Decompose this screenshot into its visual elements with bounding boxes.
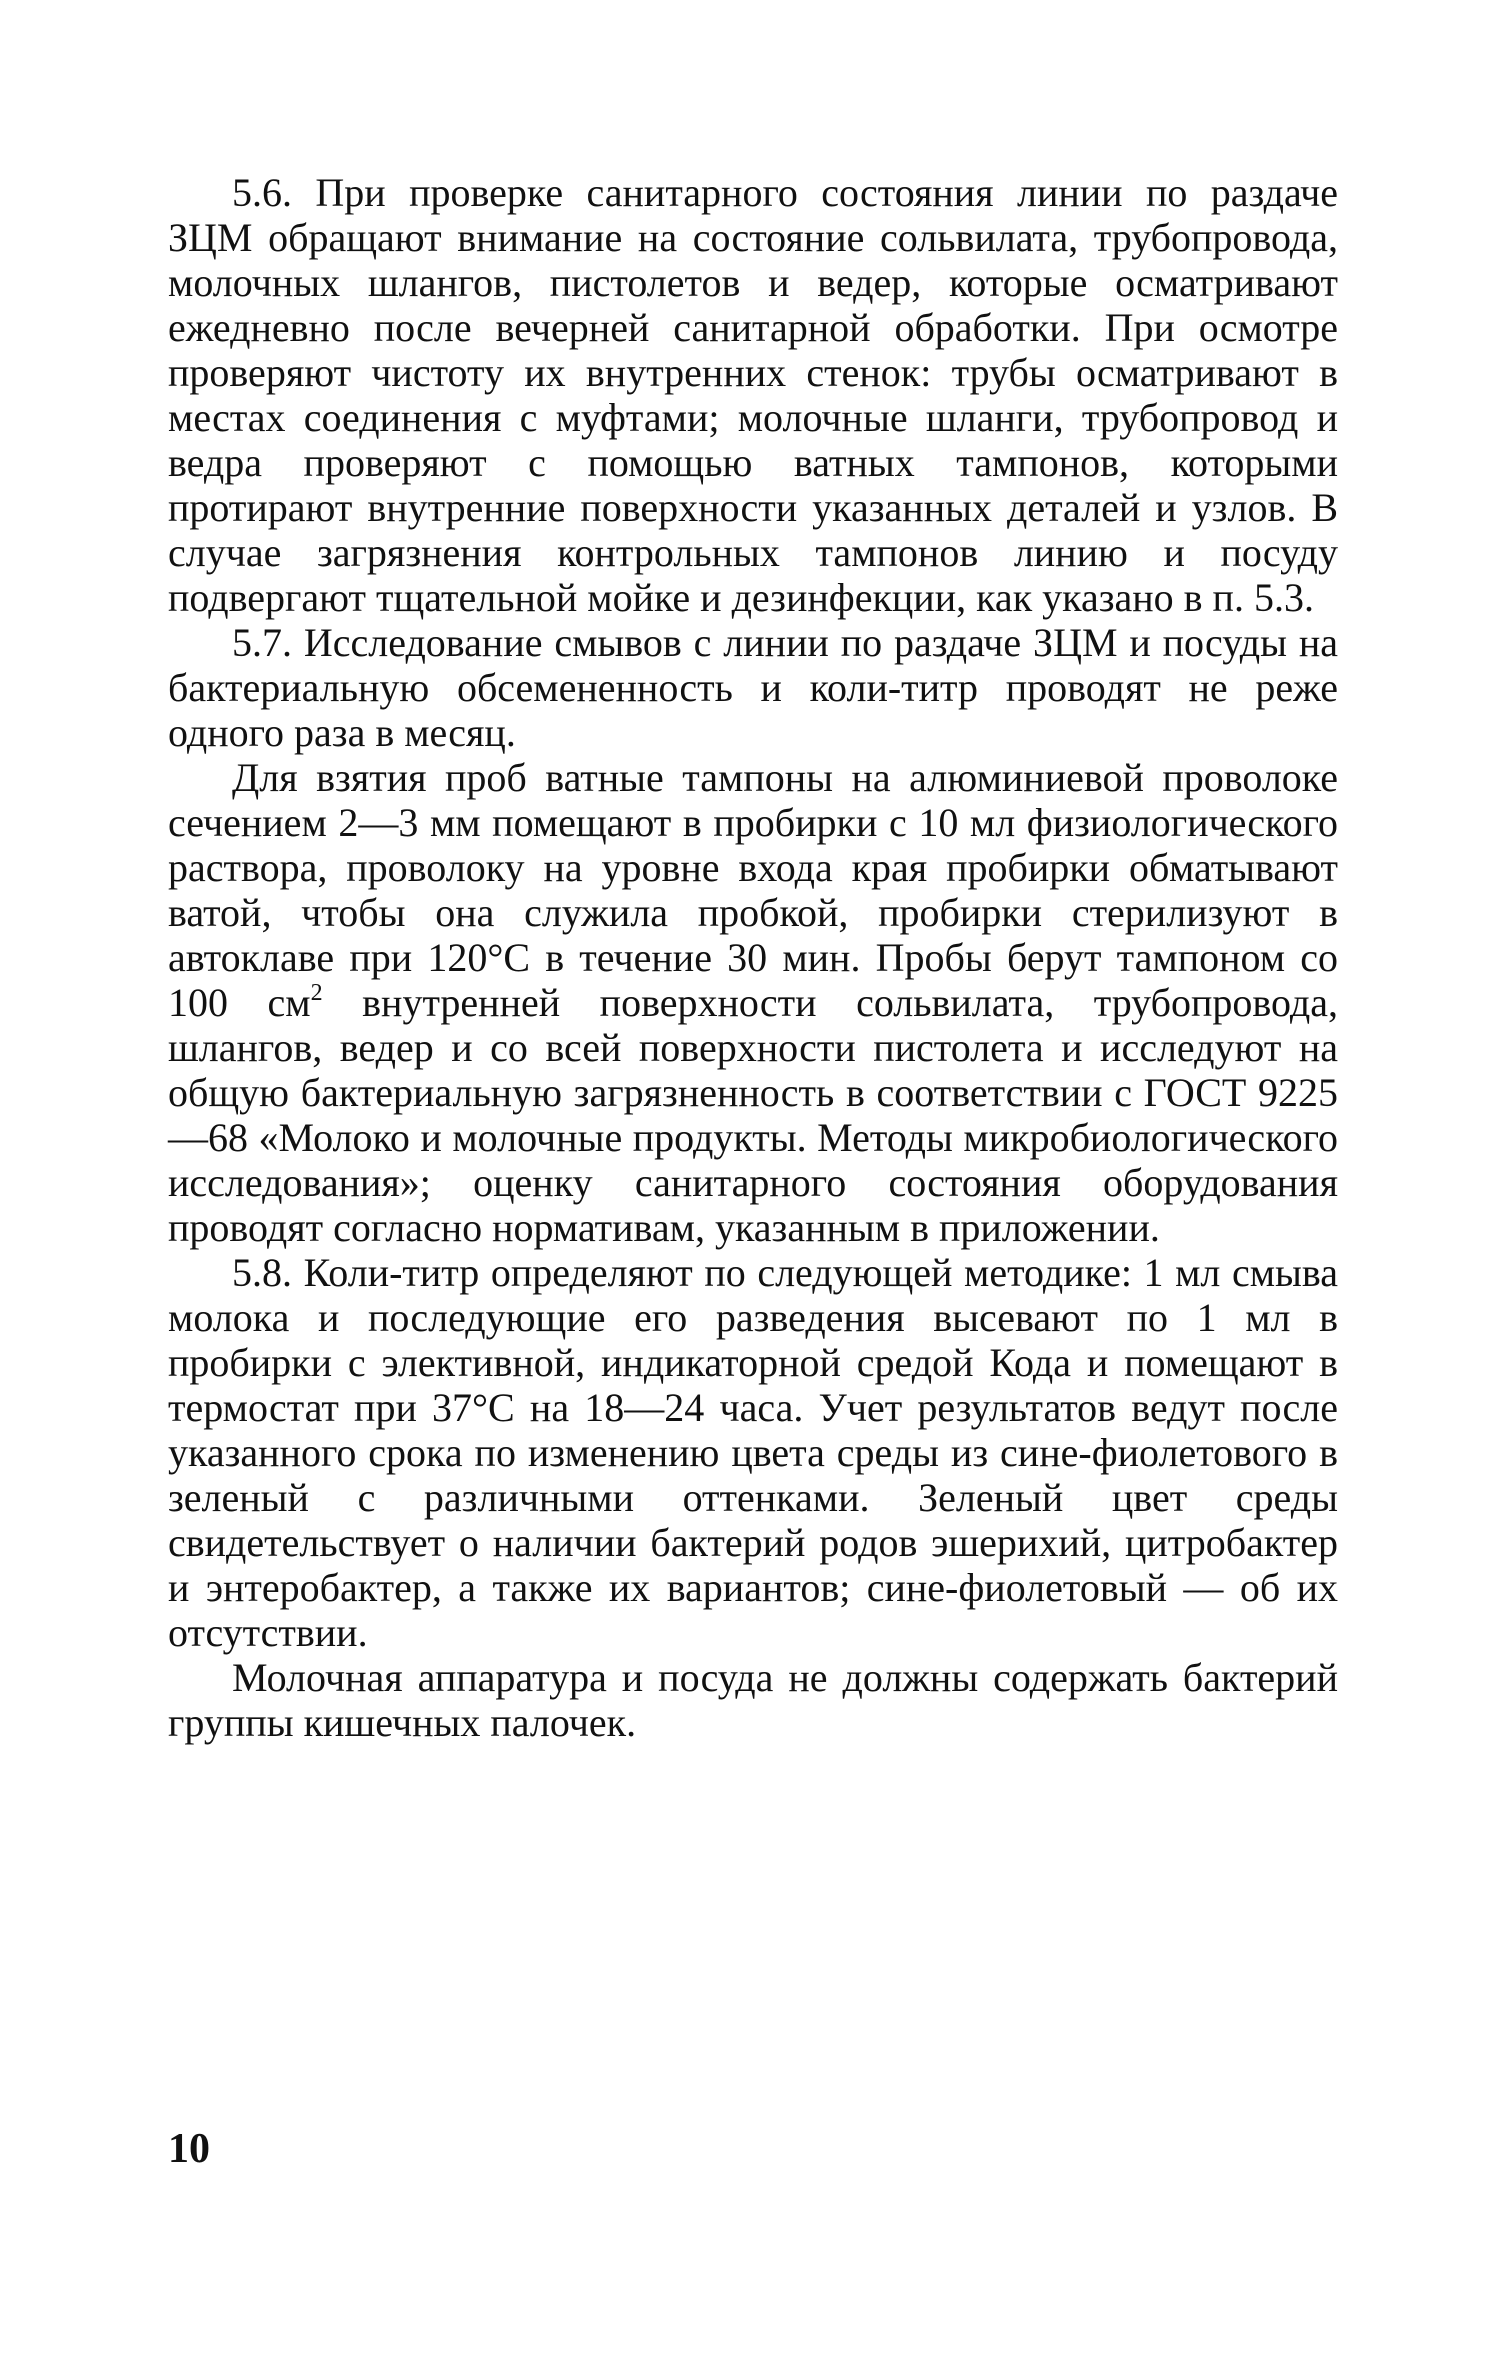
sampling-text-part-1: Для взятия проб ватные тампоны на алюминиевой проволоке сечением 2—3 мм помещают в пробирки с 10 мл физиологического раствора, проволоку на уровне входа края пробирки обматывают ватой, чтобы она служила пробкой, пробирки стерилизуют в автоклаве при 120°C в течение 30 мин. Пробы берут тампоном со 100 см <box>168 755 1338 1025</box>
paragraph-5-7: 5.7. Исследование смывов с линии по раздаче ЗЦМ и посуды на бактериальную обсемененность и коли-титр проводят не реже одного раза в месяц. <box>168 620 1338 755</box>
body-text <box>168 170 1338 1745</box>
page-number: 10 <box>168 2126 210 2172</box>
superscript-squared: 2 <box>310 980 323 1006</box>
paragraph-conclusion: Молочная аппаратура и посуда не должны содержать бактерий группы кишечных палочек. <box>168 1655 1338 1745</box>
paragraph-sampling <box>168 755 1338 1250</box>
sampling-text-part-2: внутренней поверхности сольвилата, трубопровода, шлангов, ведер и со всей поверхности пистолета и исследуют на общую бактериальную загрязненность в соответствии с ГОСТ 9225—68 «Молоко и молочные продукты. Методы микробиологического исследования»; оценку санитарного состояния оборудования проводят согласно нормативам, указанным в приложении. <box>168 980 1338 1250</box>
paragraph-5-8: 5.8. Коли-титр определяют по следующей методике: 1 мл смыва молока и последующие его разведения высевают по 1 мл в пробирки с элективной, индикаторной средой Кода и помещают в термостат при 37°C на 18—24 часа. Учет результатов ведут после указанного срока по изменению цвета среды из сине-фиолетового в зеленый с различными оттенками. Зеленый цвет среды свидетельствует о наличии бактерий родов эшерихий, цитробактер и энтеробактер, а также их вариантов; сине-фиолетовый — об их отсутствии. <box>168 1250 1338 1655</box>
paragraph-5-6: 5.6. При проверке санитарного состояния линии по раздаче ЗЦМ обращают внимание на состояние сольвилата, трубопровода, молочных шлангов, пистолетов и ведер, которые осматривают ежедневно после вечерней санитарной обработки. При осмотре проверяют чистоту их внутренних стенок: трубы осматривают в местах соединения с муфтами; молочные шланги, трубопровод и ведра проверяют с помощью ватных тампонов, которыми протирают внутренние поверхности указанных деталей и узлов. В случае загрязнения контрольных тампонов линию и посуду подвергают тщательной мойке и дезинфекции, как указано в п. 5.3. <box>168 170 1338 620</box>
